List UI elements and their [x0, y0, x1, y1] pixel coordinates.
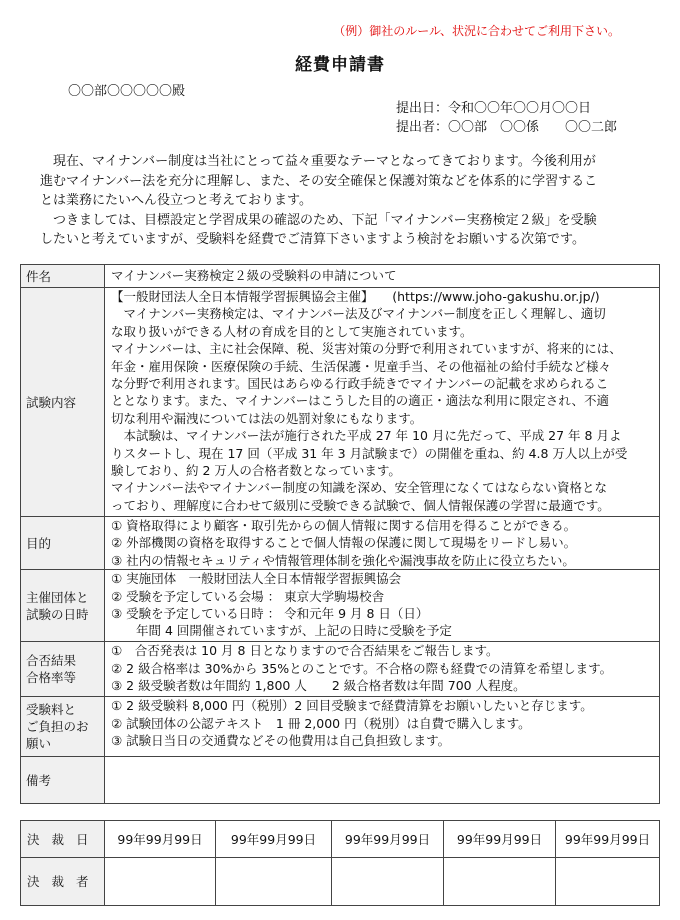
text-line: ① 2 級受験料 8,000 円（税別）2 回目受験まで経費清算をお願いしたいと存じます。	[111, 698, 593, 714]
label-exam: 試験内容	[21, 288, 105, 517]
addressee: 〇〇部〇〇〇〇〇殿	[68, 84, 186, 99]
text-line: 年金・雇用保険・医療保険の手続、生活保護・児童手当、その他福祉の給付手続など様々	[111, 358, 612, 374]
label-subject: 件名	[21, 265, 105, 288]
text-line: 切な利用や漏洩については法の処罰対象にもなります。	[111, 410, 423, 426]
label-fee	[21, 697, 105, 757]
text-line: ② 2 級合格率は 30%から 35%とのことです。不合格の際も経費での清算を希望します。	[111, 660, 613, 676]
submitter: 提出者：〇〇部 〇〇係 〇〇二郎	[396, 120, 618, 135]
text-line: 合否結果	[26, 653, 77, 669]
text-line: つきましては、目標設定と学習成果の確認のため、下記「マイナンバー実務検定２級」を受験	[40, 212, 597, 228]
text-line: とは業務にたいへん役立つと考えております。	[40, 193, 312, 208]
value-fee	[105, 697, 660, 757]
text-line: マイナンバー実務検定は、マイナンバー法及びマイナンバー制度を正しく理解し、適切	[111, 306, 606, 322]
text-line: ③ 2 級受験者数は年間約 1,800 人 2 級合格者数は年間 700 人程度。	[111, 678, 526, 694]
value-result	[105, 642, 660, 697]
text-line: ③ 社内の情報セキュリティや情報管理体制を強化や漏洩事故を防止に役立ちたい。	[111, 552, 575, 568]
row-purpose	[21, 517, 660, 570]
value-organizer	[105, 570, 660, 642]
approver-label: 決裁者	[21, 858, 105, 906]
page-title: 経費申請書	[295, 55, 385, 75]
value-purpose	[105, 517, 660, 570]
usage-note: （例）御社のルール、状況に合わせてご利用下さい。	[333, 24, 620, 38]
text-line: したいと考えていますが、受験料を経費でご清算下さいますよう検討をお願いする次第です。	[40, 232, 585, 247]
approval-date-cell[interactable]: 99年99月99日	[332, 821, 444, 858]
approval-date-cell[interactable]: 99年99月99日	[556, 821, 660, 858]
row-result	[21, 642, 660, 697]
text-line: な取り扱いができる人材の育成を目的として実施されています。	[111, 323, 473, 339]
text-line: 合格率等	[26, 670, 77, 686]
approval-date-label: 決裁日	[21, 821, 105, 858]
row-exam	[21, 288, 660, 517]
text-line: 受験料と	[26, 702, 77, 718]
approval-date-cell[interactable]: 99年99月99日	[216, 821, 332, 858]
row-remarks	[21, 757, 660, 804]
row-subject	[21, 265, 660, 288]
text-line: ③ 試験日当日の交通費などその他費用は自己負担致します。	[111, 733, 451, 749]
approval-date-row	[21, 821, 660, 858]
text-line: 本試験は、マイナンバー法が施行された平成 27 年 10 月に先だって、平成 27 年 8 月よ	[111, 428, 622, 444]
value-remarks[interactable]	[105, 757, 660, 804]
text-line: ③ 受験を予定している日時 ： 令和元年 9 月 8 日（日）	[111, 606, 429, 622]
text-line: な分野で利用されます。国民はあらゆる行政手続きでマイナンバーの記載を求められるこ	[111, 376, 609, 392]
text-line: ととなります。また、マイナンバーはこうした目的の適正・適法な利用に限定され、不適	[111, 393, 610, 409]
approver-cell[interactable]	[332, 858, 444, 906]
text-line: マイナンバー法やマイナンバー制度の知識を深め、安全管理になくてはならない資格とな	[111, 480, 608, 496]
text-line: 験しており、約 2 万人の合格者数となっています。	[111, 463, 401, 479]
value-subject	[105, 265, 660, 288]
row-fee	[21, 697, 660, 757]
label-result	[21, 642, 105, 697]
text-line: 試験の日時	[26, 606, 89, 622]
approval-date-cell[interactable]: 99年99月99日	[105, 821, 216, 858]
text-line: ① 実施団体 一般財団法人全日本情報学習振興協会	[111, 571, 402, 587]
label-purpose: 目的	[21, 517, 105, 570]
text-line: ご負担のお	[26, 719, 89, 735]
text-line: 進むマイナンバー法を充分に理解し、また、その安全確保と保護対策などを体系的に学習するこ	[40, 173, 598, 189]
text-line: マイナンバーは、主に社会保障、税、災害対策の分野で利用されていますが、将来的には、	[111, 341, 622, 357]
text-line: ① 合否発表は 10 月 8 日となりますので合否結果をご報告します。	[111, 643, 499, 659]
text-line: りスタートし、現在 17 回（平成 31 年 3 月試験まで）の開催を重ね、約 4.8 万人以上が受	[111, 445, 628, 461]
approver-cell[interactable]	[444, 858, 556, 906]
approval-date-cell[interactable]: 99年99月99日	[444, 821, 556, 858]
intro-text	[40, 152, 597, 250]
text-line: ② 試験団体の公認テキスト 1 冊 2,000 円（税別）は自費で購入します。	[111, 715, 531, 731]
text-line: 願い	[26, 736, 52, 752]
label-remarks: 備考	[21, 757, 105, 804]
value-exam	[105, 288, 660, 517]
approver-row	[21, 858, 660, 906]
approval-table	[20, 820, 660, 906]
text-line: 年間 4 回開催されていますが、上記の日時に受験を予定	[111, 623, 452, 639]
text-line: マイナンバー実務検定２級の受験料の申請について	[111, 268, 397, 284]
text-line: 現在、マイナンバー制度は当社にとって益々重要なテーマとなってきております。今後利用が	[40, 154, 596, 169]
approver-cell[interactable]	[556, 858, 660, 906]
row-organizer	[21, 570, 660, 642]
text-line: っており、理解度に合わせて級別に受験できる試験で、個人情報保護の学習に最適です。	[111, 497, 610, 513]
text-line: 【一般財団法人全日本情報学習振興協会主催】 (https://www.joho-gakushu.or.jp/)	[111, 289, 600, 304]
submit-date: 提出日：令和〇〇年〇〇月〇〇日	[396, 101, 592, 116]
text-line: ② 受験を予定している会場 ： 東京大学駒場校舎	[111, 588, 385, 604]
label-organizer	[21, 570, 105, 642]
text-line: ① 資格取得により顧客・取引先からの個人情報に関する信用を得ることができる。	[111, 518, 577, 533]
text-line: ② 外部機関の資格を取得することで個人情報の保護に関して現場をリードし易い。	[111, 535, 577, 551]
approver-cell[interactable]	[105, 858, 216, 906]
application-table	[20, 264, 660, 804]
approver-cell[interactable]	[216, 858, 332, 906]
text-line: 主催団体と	[26, 589, 89, 605]
